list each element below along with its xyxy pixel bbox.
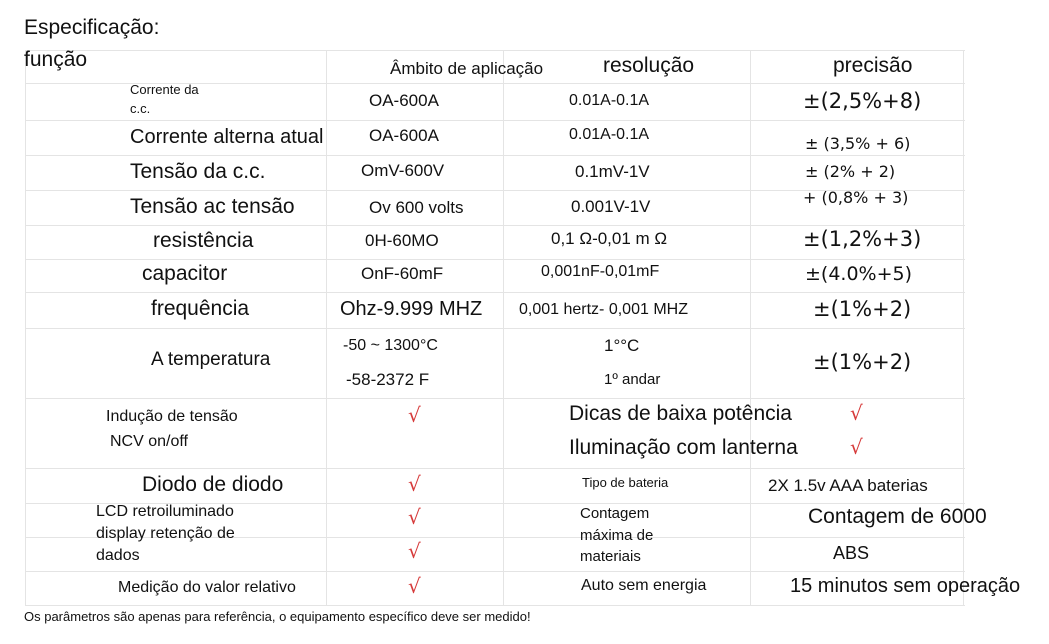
grid-line: [25, 571, 965, 572]
resolution-value: 1°°C: [604, 336, 640, 355]
feature-label: dados: [96, 547, 140, 564]
extra-label: Tipo de bateria: [582, 475, 669, 490]
grid-line: [750, 50, 751, 605]
checkmark-icon: √: [408, 539, 421, 563]
grid-line: [25, 120, 965, 121]
extra-label: Iluminação com lanterna: [569, 436, 798, 459]
feature-label: display retenção de: [96, 525, 235, 542]
grid-line: [25, 259, 965, 260]
function-label: c.c.: [130, 101, 151, 116]
range-value: OnF-60mF: [361, 264, 444, 283]
checkmark-icon: √: [850, 435, 863, 459]
range-column-header: Âmbito de aplicação: [390, 59, 544, 78]
accuracy-value: + (0,8% + 3): [803, 188, 909, 207]
range-value: 0H-60MO: [365, 231, 439, 250]
function-label: Corrente alterna atual: [130, 126, 324, 148]
extra-label: Auto sem energia: [581, 577, 707, 594]
feature-label: Indução de tensão: [106, 408, 238, 425]
function-label: resistência: [153, 229, 254, 252]
feature-label: NCV on/off: [110, 433, 188, 450]
accuracy-value: ± (2% + 2): [805, 162, 896, 181]
function-label: frequência: [151, 297, 250, 320]
extra-value: ABS: [833, 543, 870, 563]
grid-line: [326, 50, 327, 605]
grid-line: [503, 50, 504, 605]
grid-line: [25, 605, 965, 606]
checkmark-icon: √: [408, 472, 421, 496]
range-value: -58-2372 F: [346, 370, 430, 389]
feature-label: LCD retroiluminado: [96, 503, 234, 520]
function-label: A temperatura: [151, 349, 271, 370]
grid-line: [25, 468, 965, 469]
grid-line: [25, 50, 965, 51]
extra-label: máxima de: [580, 527, 654, 544]
extra-value: 15 minutos sem operação: [790, 575, 1021, 597]
function-label: Tensão ac tensão: [130, 195, 295, 218]
function-label: capacitor: [142, 262, 228, 285]
grid-line: [25, 225, 965, 226]
extra-value: 2X 1.5v AAA baterias: [768, 476, 928, 495]
page-title: Especificação:: [24, 16, 160, 39]
resolution-value: 0,001 hertz- 0,001 MHZ: [519, 301, 688, 318]
extra-label: Dicas de baixa potência: [569, 402, 792, 425]
checkmark-icon: √: [408, 574, 421, 598]
function-column-header: função: [24, 48, 88, 71]
checkmark-icon: √: [408, 505, 421, 529]
grid-line: [25, 155, 965, 156]
range-value: Ohz-9.999 MHZ: [340, 298, 483, 320]
accuracy-value: ±(1%+2): [813, 350, 912, 374]
feature-label: Medição do valor relativo: [118, 579, 296, 596]
grid-line: [25, 292, 965, 293]
grid-line: [25, 50, 26, 605]
accuracy-value: ± (3,5% + 6): [805, 134, 911, 153]
range-value: Ov 600 volts: [369, 198, 464, 217]
range-value: OmV-600V: [361, 161, 445, 180]
feature-label: Diodo de diodo: [142, 473, 284, 496]
extra-label: Contagem: [580, 505, 650, 522]
resolution-value: 0.01A-0.1A: [569, 92, 650, 109]
checkmark-icon: √: [408, 403, 421, 427]
resolution-value: 0,1 Ω-0,01 m Ω: [551, 229, 668, 248]
accuracy-column-header: precisão: [833, 54, 913, 77]
footnote: Os parâmetros são apenas para referência, o equipamento específico deve ser medido!: [24, 609, 531, 624]
extra-label: materiais: [580, 548, 641, 565]
resolution-value: 1º andar: [604, 371, 661, 388]
range-value: OA-600A: [369, 91, 439, 110]
function-label: Tensão da c.c.: [130, 160, 266, 183]
accuracy-value: ±(1,2%+3): [803, 227, 922, 251]
resolution-value: 0.001V-1V: [571, 197, 651, 216]
extra-value: Contagem de 6000: [808, 505, 987, 528]
function-label: Corrente da: [130, 82, 199, 97]
accuracy-value: ±(1%+2): [813, 297, 912, 321]
resolution-value: 0.01A-0.1A: [569, 126, 650, 143]
resolution-value: 0,001nF-0,01mF: [541, 263, 660, 280]
resolution-column-header: resolução: [603, 54, 695, 77]
accuracy-value: ±(2,5%+8): [803, 89, 922, 113]
grid-line: [25, 328, 965, 329]
grid-line: [25, 398, 965, 399]
resolution-value: 0.1mV-1V: [575, 162, 650, 181]
range-value: -50 ~ 1300°C: [343, 337, 438, 354]
checkmark-icon: √: [850, 401, 863, 425]
range-value: OA-600A: [369, 126, 439, 145]
accuracy-value: ±(4.0%+5): [805, 263, 913, 285]
